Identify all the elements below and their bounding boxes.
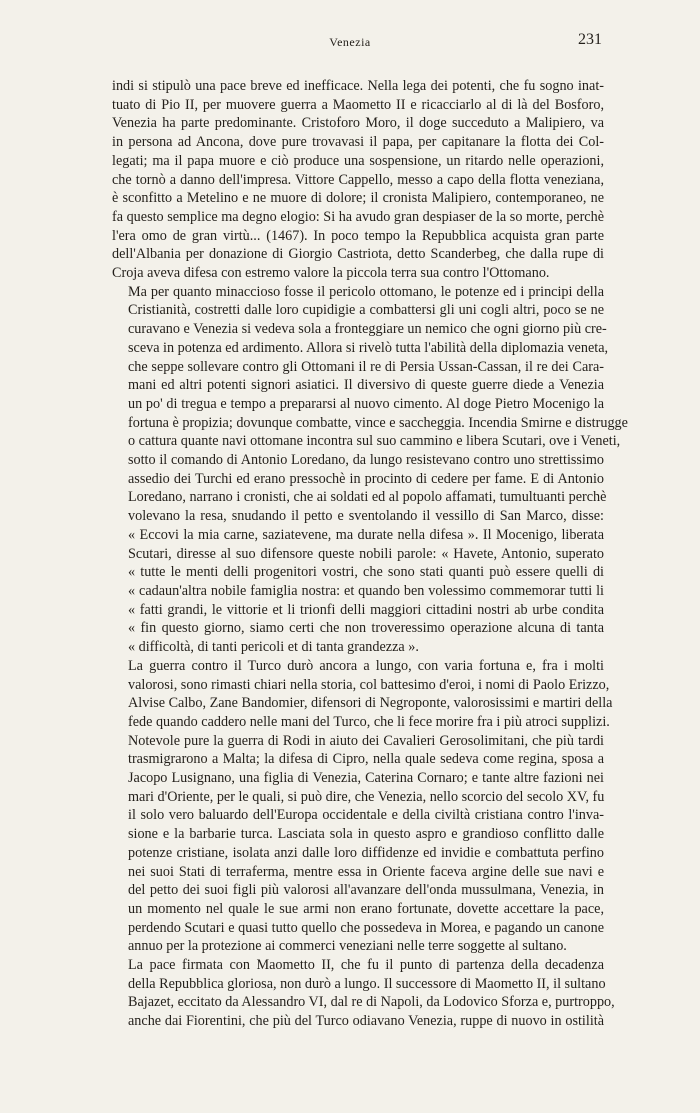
text-line: in persona ad Ancona, dove pure trovavasi il papa, per capitanare la flotta dei Col- bbox=[112, 134, 604, 151]
running-title: Venezia bbox=[329, 35, 371, 49]
text-line: del petto dei suoi figli più valorosi all'avanzare dell'onda mussulmana, Venezia, in bbox=[128, 882, 604, 899]
text-line: sione e la barbarie turca. Lasciata sola in questo aspro e grandioso conflitto dalle bbox=[128, 826, 604, 843]
text-line: Scutari, diresse al suo difensore queste nobili parole: « Havete, Antonio, superato bbox=[128, 545, 604, 562]
text-line: Cristianità, costretti dalle loro cupidigie a combattersi gli uni cogli altri, poco se ne bbox=[128, 302, 604, 319]
paragraph bbox=[112, 956, 615, 1031]
text-line: « tutte le menti delli progenitori vostri, che sono stati quanti può essere quelli di bbox=[128, 564, 604, 581]
paragraph bbox=[112, 77, 604, 283]
paragraph bbox=[112, 657, 613, 956]
text-line: potenze cristiane, isolata anzi dalle loro diffidenze ed invidie e combattuta perfino bbox=[128, 844, 604, 861]
text-line: trasmigrarono a Malta; la difesa di Cipro, nella quale sedeva come regina, sposa a bbox=[128, 751, 604, 768]
text-line: perdendo Scutari e quasi tutto quello che possedeva in Morea, e pagando un canone bbox=[128, 919, 604, 936]
text-line: fa questo semplice ma degno elogio: Si ha avudo gran despiaser de la so morte, perchè bbox=[112, 208, 604, 225]
text-line: il solo vero baluardo dell'Europa occidentale e della civiltà cristiana contro l'inva- bbox=[128, 807, 604, 824]
text-line: legati; ma il papa muore e ciò produce una sospensione, un ritardo nelle operazioni, bbox=[112, 152, 604, 169]
text-line: mari d'Oriente, per le quali, si può dire, che Venezia, nello scorcio del secolo XV, fu bbox=[128, 788, 605, 805]
text-line: un po' di tregua e tempo a prepararsi al nuovo cimento. Al doge Pietro Mocenigo la bbox=[128, 395, 604, 412]
text-line: fortuna è propizia; dovunque combatte, vince e saccheggia. Incendia Smirne e distrugge bbox=[128, 414, 628, 431]
text-line: che seppe sollevare contro gli Ottomani il re di Persia Ussan-Cassan, il re dei Cara- bbox=[128, 358, 604, 375]
text-line: « difficoltà, di tanti pericoli et di tanta grandezza ». bbox=[128, 639, 419, 656]
text-line: La pace firmata con Maometto II, che fu il punto di partenza della decadenza bbox=[128, 957, 604, 974]
text-line: mani ed altri potenti signori asiatici. Il diversivo di queste guerre diede a Venezia bbox=[128, 377, 604, 394]
text-line: La guerra contro il Turco durò ancora a lungo, con varia fortuna e, fra i molti bbox=[128, 657, 604, 674]
text-line: « fatti grandi, le vittorie et li trionfi delli maggiori cittadini nostri ab urbe condita bbox=[128, 601, 604, 618]
text-line: Jacopo Lusignano, una figlia di Venezia, Caterina Cornaro; e tante altre fazioni nei bbox=[128, 770, 604, 787]
text-line: annuo per la protezione ai commerci veneziani nelle terre soggette al sultano. bbox=[128, 938, 567, 955]
text-line: sotto il comando di Antonio Loredano, da lungo resistevano contro uno strettissimo bbox=[128, 452, 604, 469]
text-line: tuato di Pio II, per muovere guerra a Maometto II e ricacciarlo al di là del Bosforo, bbox=[112, 96, 604, 113]
text-line: della Repubblica gloriosa, non durò a lungo. Il successore di Maometto II, il sultano bbox=[128, 975, 606, 992]
text-line: « fin questo giorno, siamo certi che non troveressimo operazione alcuna di tanta bbox=[128, 620, 604, 637]
page-header bbox=[0, 31, 700, 53]
text-line: Loredano, narrano i cronisti, che ai soldati ed al popolo affamati, tumultuanti perchè bbox=[128, 489, 607, 506]
text-line: assedio dei Turchi ed erano pressochè in procinto di cedere per fame. E di Antonio bbox=[128, 470, 604, 487]
text-line: curavano e Venezia si vedeva sola a fronteggiare un nemico che ogni giorno più cre- bbox=[128, 321, 607, 338]
text-line: « Eccovi la mia carne, saziatevene, ma durate nella difesa ». Il Mocenigo, liberata bbox=[128, 526, 604, 543]
text-line: « cadaun'altra nobile famiglia nostra: et quando ben volessimo commemorar tutti li bbox=[128, 582, 604, 599]
text-line: o cattura quante navi ottomane incontra sul suo cammino e libera Scutari, ove i Veneti, bbox=[128, 433, 621, 450]
text-line: l'era omo de gran virtù... (1467). In poco tempo la Repubblica acquista gran parte bbox=[112, 227, 604, 244]
text-line: dell'Albania per donazione di Giorgio Castriota, detto Scanderbeg, che dalla rupe di bbox=[112, 246, 604, 263]
text-line: volevano la resa, snudando il petto e sventolando il vessillo di San Marco, disse: bbox=[128, 508, 604, 525]
text-line: nei suoi Stati di terraferma, mentre essa in Oriente faceva argine delle sue navi e bbox=[128, 863, 604, 880]
body-text bbox=[112, 77, 628, 1031]
text-line: Alvise Calbo, Zane Bandomier, difensori di Negroponte, valorosissimi e martiri della bbox=[128, 695, 613, 712]
text-line: fede quando caddero nelle mani del Turco, che li fece morire fra i più atroci supplizi. bbox=[128, 713, 610, 730]
text-line: sceva in potenza ed ardimento. Allora si rivelò tutta l'abilità della diplomazia veneta, bbox=[128, 339, 609, 356]
text-line: Ma per quanto minaccioso fosse il pericolo ottomano, le potenze ed i principi della bbox=[128, 283, 604, 300]
page-number: 231 bbox=[578, 31, 602, 48]
paragraph bbox=[112, 283, 628, 657]
text-line: che tornò a danno dell'impresa. Vittore Cappello, messo a capo della flotta veneziana, bbox=[112, 171, 604, 188]
text-line: anche dai Fiorentini, che più del Turco odiavano Venezia, ruppe di nuovo in ostilità bbox=[128, 1013, 604, 1030]
text-line: Venezia ha parte predominante. Cristoforo Moro, il doge succeduto a Malipiero, va bbox=[112, 115, 604, 132]
text-line: Notevole pure la guerra di Rodi in aiuto dei Cavalieri Gerosolimitani, che più tardi bbox=[128, 732, 604, 749]
text-line: è sconfitto a Metelino e ne muore di dolore; il cronista Malipiero, contemporaneo, ne bbox=[112, 190, 604, 207]
text-line: un momento nel quale le sue armi non erano fortunate, dovette accettare la pace, bbox=[128, 900, 604, 917]
text-line: valorosi, sono rimasti chiari nella storia, col battesimo d'eroi, i nomi di Paolo Erizzo, bbox=[128, 676, 610, 693]
text-line: Croja aveva difesa con estremo valore la piccola terra sua contro l'Ottomano. bbox=[112, 265, 550, 282]
text-line: Bajazet, eccitato da Alessandro VI, dal re di Napoli, da Lodovico Sforza e, purtroppo, bbox=[128, 994, 615, 1011]
text-line: indi si stipulò una pace breve ed inefficace. Nella lega dei potenti, che fu sogno inat- bbox=[112, 78, 604, 94]
